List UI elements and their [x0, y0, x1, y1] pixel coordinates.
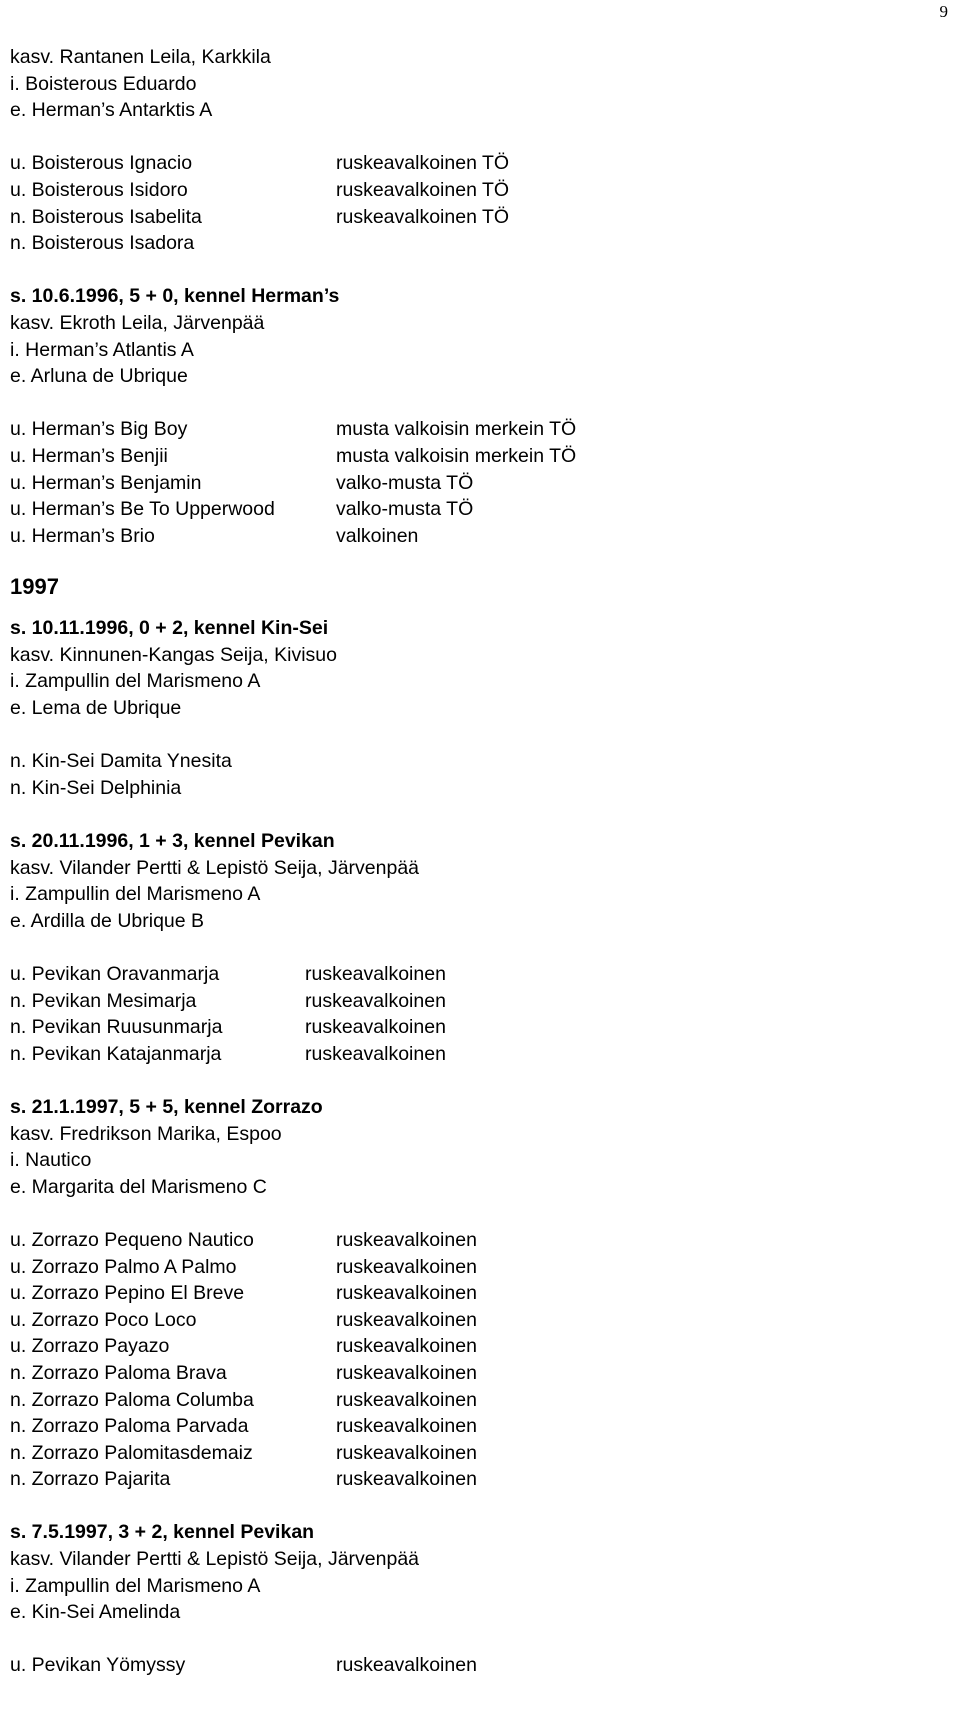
litter-heading: s. 10.6.1996, 5 + 0, kennel Herman’s: [10, 285, 340, 308]
pup-name: u. Herman’s Benjamin: [10, 471, 202, 494]
pup-row: [10, 230, 940, 257]
breeder-line: kasv. Kinnunen-Kangas Seija, Kivisuo: [10, 643, 337, 666]
pup-row: [10, 496, 940, 523]
pup-name: n. Zorrazo Paloma Parvada: [10, 1415, 249, 1438]
breeder-line: kasv. Vilander Pertti & Lepistö Seija, Järvenpää: [10, 856, 420, 879]
litter-block: [10, 44, 940, 257]
pup-color: ruskeavalkoinen: [336, 1282, 477, 1305]
pup-name: u. Boisterous Ignacio: [10, 152, 193, 175]
pup-color: ruskeavalkoinen: [336, 1255, 477, 1278]
pup-row: [10, 1041, 940, 1068]
litter-heading: s. 21.1.1997, 5 + 5, kennel Zorrazo: [10, 1095, 323, 1118]
year-heading: 1997: [10, 574, 59, 600]
pup-color: ruskeavalkoinen: [305, 989, 446, 1012]
pup-row: [10, 1280, 940, 1307]
sire-line: i. Zampullin del Marismeno A: [10, 1574, 261, 1597]
pup-color: ruskeavalkoinen: [336, 1441, 477, 1464]
pup-color: ruskeavalkoinen: [305, 1042, 446, 1065]
pup-row: [10, 1413, 940, 1440]
litter-listing: [10, 44, 940, 1679]
pup-row: n. Kin-Sei Delphinia: [10, 776, 182, 799]
pup-name: u. Zorrazo Poco Loco: [10, 1308, 197, 1331]
dam-line: e. Herman’s Antarktis A: [10, 99, 213, 122]
pup-name: u. Zorrazo Payazo: [10, 1335, 170, 1358]
sire-line: i. Nautico: [10, 1149, 92, 1172]
pup-name: n. Pevikan Katajanmarja: [10, 1042, 222, 1065]
pup-color: musta valkoisin merkein TÖ: [336, 418, 577, 441]
pup-color: ruskeavalkoinen: [305, 1016, 446, 1039]
pup-row: [10, 150, 940, 177]
pup-color: valkoinen: [336, 524, 419, 547]
pup-name: n. Boisterous Isabelita: [10, 205, 202, 228]
pup-row: [10, 1014, 940, 1041]
pup-row: [10, 1227, 940, 1254]
pup-name: u. Pevikan Oravanmarja: [10, 963, 220, 985]
pup-name: u. Herman’s Big Boy: [10, 418, 188, 441]
pup-color: ruskeavalkoinen: [336, 1468, 477, 1491]
pup-color: ruskeavalkoinen: [336, 1335, 477, 1358]
sire-line: i. Herman’s Atlantis A: [10, 338, 194, 361]
pup-row: [10, 1254, 940, 1281]
page-number: 9: [939, 2, 948, 21]
pup-row: [10, 1387, 940, 1414]
pup-color: ruskeavalkoinen TÖ: [336, 178, 510, 201]
pup-color: ruskeavalkoinen TÖ: [336, 205, 510, 228]
pup-row: [10, 416, 940, 443]
pup-color: ruskeavalkoinen: [336, 1388, 477, 1411]
pup-name: u. Herman’s Benjii: [10, 444, 168, 467]
pup-name: u. Zorrazo Pequeno Nautico: [10, 1228, 254, 1251]
pup-row: [10, 1440, 940, 1467]
pup-row: [10, 1466, 940, 1493]
pup-row: [10, 961, 940, 988]
pup-row: [10, 1652, 940, 1679]
pup-name: u. Herman’s Be To Upperwood: [10, 498, 275, 521]
pup-row: [10, 1333, 940, 1360]
pup-name: n. Pevikan Ruusunmarja: [10, 1016, 223, 1039]
pup-row: [10, 1307, 940, 1334]
litter-block: [10, 283, 940, 549]
pup-row: [10, 204, 940, 231]
breeder-line: kasv. Ekroth Leila, Järvenpää: [10, 311, 265, 334]
breeder-line: kasv. Fredrikson Marika, Espoo: [10, 1122, 282, 1145]
pup-row: n. Kin-Sei Damita Ynesita: [10, 750, 232, 773]
breeder-line: kasv. Vilander Pertti & Lepistö Seija, Järvenpää: [10, 1548, 420, 1571]
sire-line: i. Boisterous Eduardo: [10, 72, 197, 95]
dam-line: e. Arluna de Ubrique: [10, 365, 188, 388]
pup-color: valko-musta TÖ: [336, 498, 474, 521]
pup-color: ruskeavalkoinen: [336, 1415, 477, 1438]
sire-line: i. Zampullin del Marismeno A: [10, 670, 261, 693]
dam-line: e. Lema de Ubrique: [10, 697, 182, 720]
pup-color: valko-musta TÖ: [336, 471, 474, 494]
pup-name: n. Zorrazo Paloma Brava: [10, 1361, 227, 1384]
litter-heading: s. 7.5.1997, 3 + 2, kennel Pevikan: [10, 1521, 315, 1544]
litter-heading: s. 10.11.1996, 0 + 2, kennel Kin-Sei: [10, 617, 329, 640]
pup-color: musta valkoisin merkein TÖ: [336, 444, 577, 467]
litter-block: [10, 1519, 940, 1679]
pup-name: n. Zorrazo Palomitasdemaiz: [10, 1441, 253, 1464]
pup-name: n. Pevikan Mesimarja: [10, 989, 197, 1012]
pup-color: ruskeavalkoinen: [336, 1228, 477, 1251]
pup-color: ruskeavalkoinen TÖ: [336, 152, 510, 175]
dam-line: e. Margarita del Marismeno C: [10, 1175, 267, 1198]
pup-row: [10, 523, 940, 550]
pup-color: ruskeavalkoinen: [336, 1361, 477, 1384]
pup-name: u. Herman’s Brio: [10, 524, 155, 547]
pup-name: u. Pevikan Yömyssy: [10, 1654, 186, 1677]
pup-name: n. Zorrazo Paloma Columba: [10, 1388, 254, 1411]
litter-block: [10, 828, 940, 1067]
dam-line: e. Ardilla de Ubrique B: [10, 909, 205, 932]
pup-row: [10, 1360, 940, 1387]
pup-color: ruskeavalkoinen: [336, 1654, 477, 1677]
sire-line: i. Zampullin del Marismeno A: [10, 883, 261, 906]
pup-row: [10, 988, 940, 1015]
litter-heading: s. 20.11.1996, 1 + 3, kennel Pevikan: [10, 830, 335, 853]
pup-row: [10, 177, 940, 204]
litter-block: [10, 615, 940, 801]
pup-color: ruskeavalkoinen: [305, 963, 446, 985]
pup-color: ruskeavalkoinen: [336, 1308, 477, 1331]
pup-row: [10, 470, 940, 497]
dam-line: e. Kin-Sei Amelinda: [10, 1601, 181, 1624]
breeder-line: kasv. Rantanen Leila, Karkkila: [10, 46, 271, 68]
pup-name: u. Zorrazo Pepino El Breve: [10, 1282, 245, 1305]
pup-name: n. Boisterous Isadora: [10, 232, 195, 255]
pup-row: [10, 443, 940, 470]
litter-block: [10, 1094, 940, 1493]
pup-name: n. Zorrazo Pajarita: [10, 1468, 171, 1491]
pup-name: u. Boisterous Isidoro: [10, 178, 188, 201]
pup-name: u. Zorrazo Palmo A Palmo: [10, 1255, 237, 1278]
